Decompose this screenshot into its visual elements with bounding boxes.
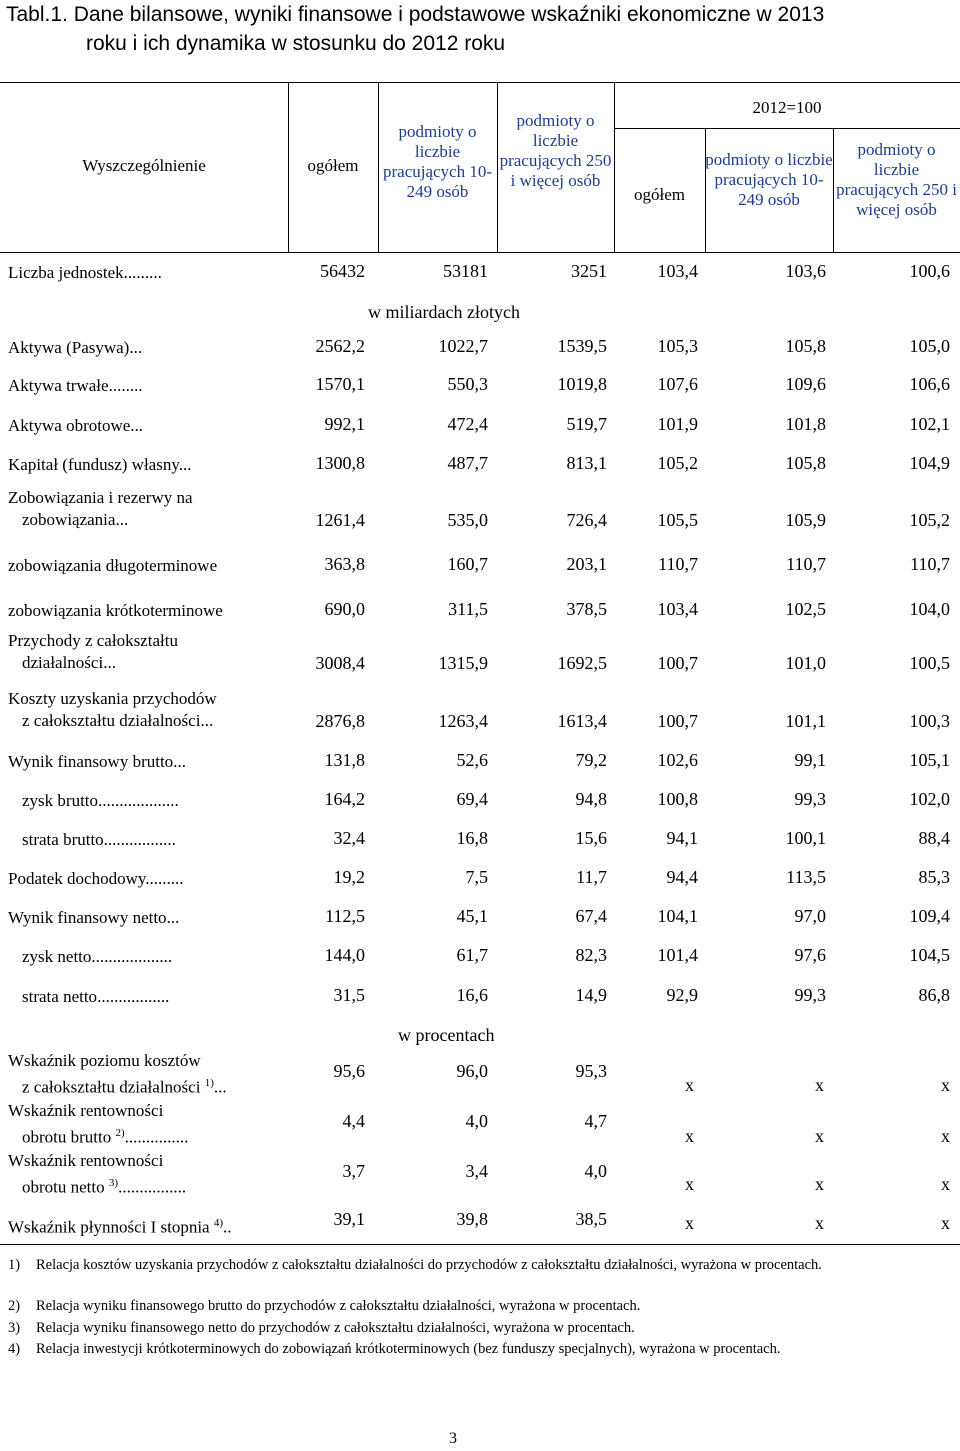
row-label xyxy=(8,751,186,773)
table-cell: 15,6 xyxy=(575,828,607,848)
row-label-continued xyxy=(22,652,116,674)
table-cell: 95,3 xyxy=(575,1061,607,1081)
row-label-text: Wynik finansowy brutto xyxy=(8,752,174,771)
table-cell: 3251 xyxy=(571,261,607,281)
table-cell: 94,4 xyxy=(666,867,698,887)
not-applicable-mark: x xyxy=(685,1213,694,1233)
header-col-10-249-index: podmioty o liczbie pracujących 10-249 osób xyxy=(705,150,833,209)
table-cell: 86,8 xyxy=(918,985,950,1005)
footnote-number: 3) xyxy=(8,1320,21,1336)
row-leader-dots: ... xyxy=(130,416,144,435)
table-cell: 104,0 xyxy=(909,599,950,619)
row-leader-dots: ................... xyxy=(98,791,179,810)
row-leader-dots: ... xyxy=(200,711,214,730)
table-cell: 100,7 xyxy=(657,711,698,731)
table-cell: 67,4 xyxy=(575,906,607,926)
ratio-label-text: obrotu netto xyxy=(22,1177,109,1197)
table-cell: 1692,5 xyxy=(557,653,607,673)
not-applicable-mark: x xyxy=(685,1075,694,1095)
table-cell: 7,5 xyxy=(465,867,488,887)
row-label-text: Kapitał (fundusz) własny xyxy=(8,455,179,474)
table-cell: 104,1 xyxy=(657,906,698,926)
table-cell: 103,6 xyxy=(785,261,826,281)
row-label xyxy=(8,555,217,577)
table-cell: 101,0 xyxy=(785,653,826,673)
row-label xyxy=(22,790,179,812)
table-cell: 101,4 xyxy=(657,945,698,965)
table-cell: 105,5 xyxy=(657,510,698,530)
table-cell: 39,8 xyxy=(456,1209,488,1229)
footnote-ref: 2) xyxy=(115,1127,125,1139)
row-label xyxy=(8,337,142,359)
header-top-rule xyxy=(0,82,960,83)
table-cell: 104,9 xyxy=(909,453,950,473)
table-cell: 92,9 xyxy=(666,985,698,1005)
row-label xyxy=(22,829,176,851)
table-cell: 472,4 xyxy=(447,414,488,434)
not-applicable-mark: x xyxy=(815,1126,824,1146)
table-cell: 61,7 xyxy=(456,945,488,965)
row-label-text: strata netto xyxy=(22,987,98,1006)
table-cell: 1019,8 xyxy=(557,374,607,394)
footnote-rule xyxy=(0,1244,960,1245)
table-cell: 4,0 xyxy=(584,1161,607,1181)
row-leader-dots: ................. xyxy=(97,987,170,1006)
table-cell: 107,6 xyxy=(657,374,698,394)
table-cell: 992,1 xyxy=(324,414,365,434)
table-cell: 100,3 xyxy=(909,711,950,731)
table-cell: 14,9 xyxy=(575,985,607,1005)
table-cell: 363,8 xyxy=(324,554,365,574)
ratio-label-continued xyxy=(22,1072,227,1099)
index-group-rule xyxy=(614,128,960,129)
row-leader-dots: ............... xyxy=(124,1127,189,1147)
table-cell: 100,5 xyxy=(909,653,950,673)
table-cell: 94,1 xyxy=(666,828,698,848)
table-cell: 1261,4 xyxy=(315,510,365,530)
table-cell: 11,7 xyxy=(576,867,607,887)
row-label-text: zobowiązania krótkoterminowe xyxy=(8,601,223,620)
table-cell: 102,6 xyxy=(657,750,698,770)
page-number: 3 xyxy=(449,1430,457,1447)
row-label xyxy=(8,262,162,284)
row-leader-dots: ... xyxy=(166,908,180,927)
table-cell: 4,4 xyxy=(342,1111,365,1131)
table-cell: 1539,5 xyxy=(557,336,607,356)
table-cell: 144,0 xyxy=(324,945,365,965)
table-cell: 19,2 xyxy=(333,867,365,887)
row-label-text: działalności xyxy=(22,653,104,672)
row-label xyxy=(22,946,172,968)
header-ogolem: ogółem xyxy=(307,156,359,175)
table-cell: 110,7 xyxy=(786,554,826,574)
table-cell: 105,8 xyxy=(785,336,826,356)
table-cell: 203,1 xyxy=(566,554,607,574)
table-cell: 97,6 xyxy=(794,945,826,965)
table-cell: 99,1 xyxy=(794,750,826,770)
table-cell: 1263,4 xyxy=(438,711,488,731)
row-label-text: zobowiązania xyxy=(22,510,116,529)
not-applicable-mark: x xyxy=(685,1126,694,1146)
unit-label-percent: w procentach xyxy=(398,1025,495,1045)
footnote-text: Relacja inwestycji krótkoterminowych do zobowiązań krótkoterminowych (bez funduszy specjalnych), wyrażona w procentach. xyxy=(36,1341,781,1357)
table-cell: 3,7 xyxy=(342,1161,365,1181)
not-applicable-mark: x xyxy=(941,1174,950,1194)
row-label-text: strata brutto xyxy=(22,830,104,849)
table-cell: 88,4 xyxy=(918,828,950,848)
table-cell: 1300,8 xyxy=(315,453,365,473)
row-label xyxy=(8,375,143,397)
not-applicable-mark: x xyxy=(941,1213,950,1233)
table-cell: 102,1 xyxy=(909,414,950,434)
table-cell: 105,2 xyxy=(657,453,698,473)
table-cell: 160,7 xyxy=(447,554,488,574)
table-cell: 99,3 xyxy=(794,789,826,809)
table-cell: 38,5 xyxy=(575,1209,607,1229)
table-cell: 104,5 xyxy=(909,945,950,965)
table-cell: 96,0 xyxy=(456,1061,488,1081)
table-cell: 1315,9 xyxy=(438,653,488,673)
row-label: Przychody z całokształtu xyxy=(8,631,178,650)
table-title-line1: Tabl.1. Dane bilansowe, wyniki finansowe i podstawowe wskaźniki ekonomiczne w 2013 xyxy=(6,3,825,26)
row-label-continued xyxy=(22,710,213,732)
table-cell: 102,0 xyxy=(909,789,950,809)
header-col-10-249: podmioty o liczbie pracujących 10-249 osób xyxy=(382,122,493,201)
table-cell: 56432 xyxy=(320,261,365,281)
row-leader-dots: ................... xyxy=(91,947,173,966)
header-index-group: 2012=100 xyxy=(752,98,822,117)
table-cell: 378,5 xyxy=(566,599,607,619)
table-cell: 1570,1 xyxy=(315,374,365,394)
table-cell: 32,4 xyxy=(333,828,365,848)
footnote-text: Relacja wyniku finansowego brutto do przychodów z całokształtu działalności, wyrażona w procentach. xyxy=(36,1298,641,1314)
ratio-label-text: Wskaźnik płynności I stopnia xyxy=(8,1217,214,1237)
row-label-text: z całokształtu działalności xyxy=(22,711,201,730)
table-cell: 2876,8 xyxy=(315,711,365,731)
row-label-continued xyxy=(22,509,128,531)
table-cell: 69,4 xyxy=(456,789,488,809)
table-cell: 99,3 xyxy=(794,985,826,1005)
table-cell: 100,6 xyxy=(909,261,950,281)
table-cell: 4,0 xyxy=(465,1111,488,1131)
table-cell: 1613,4 xyxy=(557,711,607,731)
ratio-label-continued xyxy=(22,1172,186,1199)
row-label-text: Podatek dochodowy xyxy=(8,869,146,888)
not-applicable-mark: x xyxy=(685,1174,694,1194)
row-label-text: zysk netto xyxy=(22,947,92,966)
row-label-text: zysk brutto xyxy=(22,791,99,810)
row-label-text: Aktywa obrotowe xyxy=(8,416,131,435)
row-label-text: zobowiązania długoterminowe xyxy=(8,556,218,575)
row-leader-dots: ... xyxy=(173,752,186,771)
footnote-ref: 4) xyxy=(213,1217,224,1229)
row-label xyxy=(8,454,192,476)
row-label-text: Aktywa trwałe xyxy=(8,376,109,395)
ratio-label: Wskaźnik rentowności xyxy=(8,1101,164,1120)
header-col-250: podmioty o liczbie pracujących 250 i więcej osób xyxy=(499,111,612,190)
table-cell: 97,0 xyxy=(794,906,826,926)
table-cell: 535,0 xyxy=(447,510,488,530)
table-cell: 311,5 xyxy=(448,599,488,619)
not-applicable-mark: x xyxy=(815,1213,824,1233)
ratio-label-text: z całokształtu działalności xyxy=(22,1077,205,1097)
footnote-ref: 1) xyxy=(204,1077,214,1089)
table-cell: 105,9 xyxy=(785,510,826,530)
header-bottom-rule xyxy=(0,252,960,253)
table-cell: 550,3 xyxy=(447,374,488,394)
table-cell: 1022,7 xyxy=(438,336,488,356)
ratio-label: Wskaźnik rentowności xyxy=(8,1151,164,1170)
table-cell: 3008,4 xyxy=(315,653,365,673)
table-cell: 131,8 xyxy=(324,750,365,770)
row-label-text: Aktywa (Pasywa) xyxy=(8,338,130,357)
row-leader-dots: ... xyxy=(129,338,143,357)
row-label-text: Wynik finansowy netto xyxy=(8,908,167,927)
table-cell: 105,0 xyxy=(909,336,950,356)
footnote-number: 4) xyxy=(8,1341,21,1357)
ratio-label-text: obrotu brutto xyxy=(22,1127,116,1147)
row-leader-dots: .. xyxy=(223,1217,232,1237)
footnote-text: Relacja wyniku finansowego netto do przychodów z całokształtu działalności, wyrażona w procentach. xyxy=(36,1320,635,1336)
table-cell: 95,6 xyxy=(333,1061,365,1081)
footnote-text: Relacja kosztów uzyskania przychodów z całokształtu działalności do przychodów z całokształtu działalności, wyrażona w procentach. xyxy=(36,1257,822,1273)
not-applicable-mark: x xyxy=(941,1126,950,1146)
table-cell: 112,5 xyxy=(325,906,365,926)
table-cell: 103,4 xyxy=(657,599,698,619)
row-leader-dots: ... xyxy=(178,455,192,474)
table-cell: 2562,2 xyxy=(315,336,365,356)
table-cell: 31,5 xyxy=(333,985,365,1005)
footnote-number: 1) xyxy=(8,1257,21,1273)
table-cell: 52,6 xyxy=(456,750,488,770)
table-cell: 16,6 xyxy=(456,985,488,1005)
table-cell: 79,2 xyxy=(575,750,607,770)
table-cell: 164,2 xyxy=(324,789,365,809)
row-leader-dots: ... xyxy=(115,510,129,529)
row-leader-dots: ... xyxy=(213,1077,227,1097)
table-cell: 53181 xyxy=(443,261,488,281)
not-applicable-mark: x xyxy=(941,1075,950,1095)
table-cell: 85,3 xyxy=(918,867,950,887)
table-cell: 110,7 xyxy=(910,554,950,574)
table-cell: 105,1 xyxy=(909,750,950,770)
table-cell: 82,3 xyxy=(575,945,607,965)
ratio-label xyxy=(8,1212,232,1239)
table-cell: 16,8 xyxy=(456,828,488,848)
row-label: Zobowiązania i rezerwy na xyxy=(8,488,193,507)
table-cell: 106,6 xyxy=(909,374,950,394)
not-applicable-mark: x xyxy=(815,1075,824,1095)
table-cell: 813,1 xyxy=(566,453,607,473)
table-cell: 4,7 xyxy=(584,1111,607,1131)
row-label xyxy=(8,907,179,929)
table-cell: 110,7 xyxy=(658,554,698,574)
table-cell: 105,3 xyxy=(657,336,698,356)
row-leader-dots: ......... xyxy=(145,869,184,888)
table-cell: 726,4 xyxy=(566,510,607,530)
footnote-number: 2) xyxy=(8,1298,21,1314)
table-cell: 109,6 xyxy=(785,374,826,394)
table-cell: 94,8 xyxy=(575,789,607,809)
row-leader-dots: ................. xyxy=(103,830,176,849)
row-leader-dots: ... xyxy=(103,653,116,672)
table-cell: 690,0 xyxy=(324,599,365,619)
header-col-250-index: podmioty o liczbie pracujących 250 i więcej osób xyxy=(836,140,957,219)
row-leader-dots: ......... xyxy=(123,263,162,282)
table-cell: 101,8 xyxy=(785,414,826,434)
row-label xyxy=(22,986,169,1008)
table-cell: 519,7 xyxy=(566,414,607,434)
table-cell: 45,1 xyxy=(456,906,488,926)
ratio-label: Wskaźnik poziomu kosztów xyxy=(8,1051,201,1070)
table-cell: 102,5 xyxy=(785,599,826,619)
table-cell: 105,8 xyxy=(785,453,826,473)
row-leader-dots: ................ xyxy=(118,1177,187,1197)
ratio-label-continued xyxy=(22,1122,188,1149)
header-wyszczegolnienie: Wyszczególnienie xyxy=(82,156,206,175)
table-cell: 109,4 xyxy=(909,906,950,926)
table-cell: 101,9 xyxy=(657,414,698,434)
not-applicable-mark: x xyxy=(815,1174,824,1194)
table-cell: 101,1 xyxy=(785,711,826,731)
row-label xyxy=(8,868,184,890)
unit-label-billions: w miliardach złotych xyxy=(368,302,520,322)
table-cell: 103,4 xyxy=(657,261,698,281)
table-cell: 100,7 xyxy=(657,653,698,673)
row-label xyxy=(8,415,143,437)
table-cell: 100,1 xyxy=(785,828,826,848)
row-leader-dots: ........ xyxy=(108,376,143,395)
footnote-ref: 3) xyxy=(108,1177,119,1189)
table-cell: 113,5 xyxy=(786,867,826,887)
table-cell: 487,7 xyxy=(447,453,488,473)
row-label: Koszty uzyskania przychodów xyxy=(8,689,217,708)
table-cell: 100,8 xyxy=(657,789,698,809)
table-title-line2: roku i ich dynamika w stosunku do 2012 roku xyxy=(86,32,506,55)
header-ogolem-index: ogółem xyxy=(634,185,685,204)
table-cell: 3,4 xyxy=(465,1161,488,1181)
row-label xyxy=(8,600,223,622)
table-cell: 105,2 xyxy=(909,510,950,530)
table-cell: 39,1 xyxy=(333,1209,365,1229)
row-label-text: Liczba jednostek xyxy=(8,263,124,282)
